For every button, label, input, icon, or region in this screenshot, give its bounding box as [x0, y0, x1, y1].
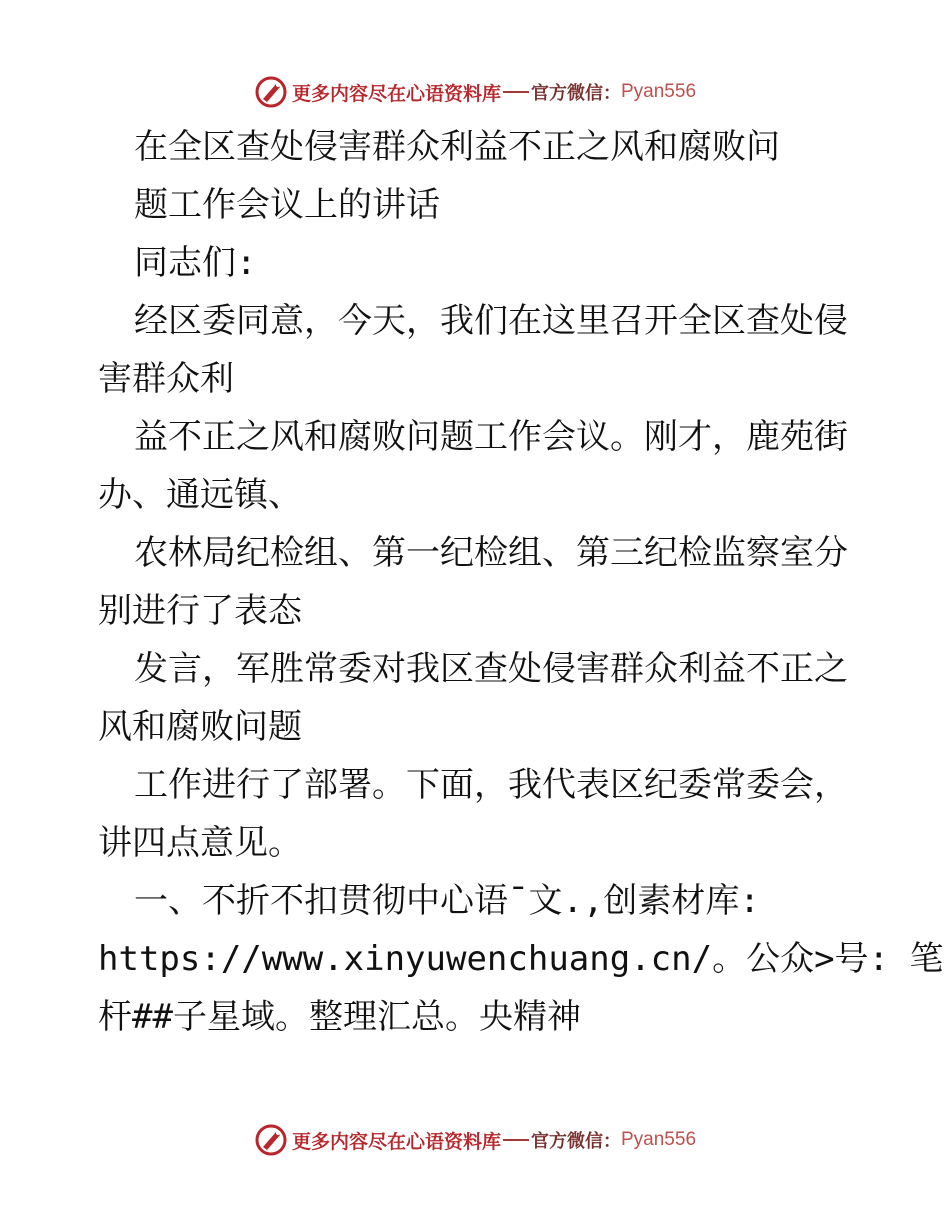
- doc-title-line-1: 在全区查处侵害群众利益不正之风和腐败问: [134, 127, 780, 167]
- footer-banner-dash: [503, 1139, 529, 1141]
- footer-banner-official: 官方微信：: [531, 1131, 621, 1152]
- doc-line: 办、通远镇、: [98, 475, 302, 515]
- doc-salutation: 同志们:: [134, 243, 257, 283]
- header-banner-id: Pyan556: [621, 81, 697, 102]
- pen-circle-logo-icon: [254, 75, 288, 109]
- doc-line: 工作进行了部署。下面，我代表区纪委常委会，: [134, 765, 848, 805]
- doc-line: 发言，军胜常委对我区查处侵害群众利益不正之: [134, 649, 848, 689]
- doc-heading-1: 一、不折不扣贯彻中心语¯文.,创素材库:: [134, 881, 760, 921]
- doc-line: https://www.xinyuwenchuang.cn/。公众>号: 笔: [98, 939, 944, 979]
- pen-circle-logo-icon: [254, 1123, 288, 1157]
- doc-line: 杆##子星域。整理汇总。央精神: [98, 997, 581, 1037]
- footer-banner: [0, 1120, 950, 1160]
- doc-line: 益不正之风和腐败问题工作会议。刚才，鹿苑街: [134, 417, 848, 457]
- doc-line: 害群众利: [98, 359, 234, 399]
- header-banner-text: 更多内容尽在心语资料库: [291, 82, 501, 105]
- header-banner-official: 官方微信：: [531, 83, 621, 104]
- doc-line: 农林局纪检组、第一纪检组、第三纪检监察室分: [134, 533, 848, 573]
- doc-line: 讲四点意见。: [98, 823, 302, 863]
- doc-title-line-2: 题工作会议上的讲话: [134, 185, 440, 225]
- footer-banner-id: Pyan556: [621, 1129, 697, 1150]
- doc-line: 风和腐败问题: [98, 707, 302, 747]
- header-banner-dash: [503, 91, 529, 93]
- doc-line: 别进行了表态: [98, 591, 302, 631]
- footer-banner-text: 更多内容尽在心语资料库: [291, 1130, 501, 1153]
- header-banner: [0, 72, 950, 112]
- document-body: [98, 118, 944, 1046]
- doc-line: 经区委同意，今天，我们在这里召开全区查处侵: [134, 301, 848, 341]
